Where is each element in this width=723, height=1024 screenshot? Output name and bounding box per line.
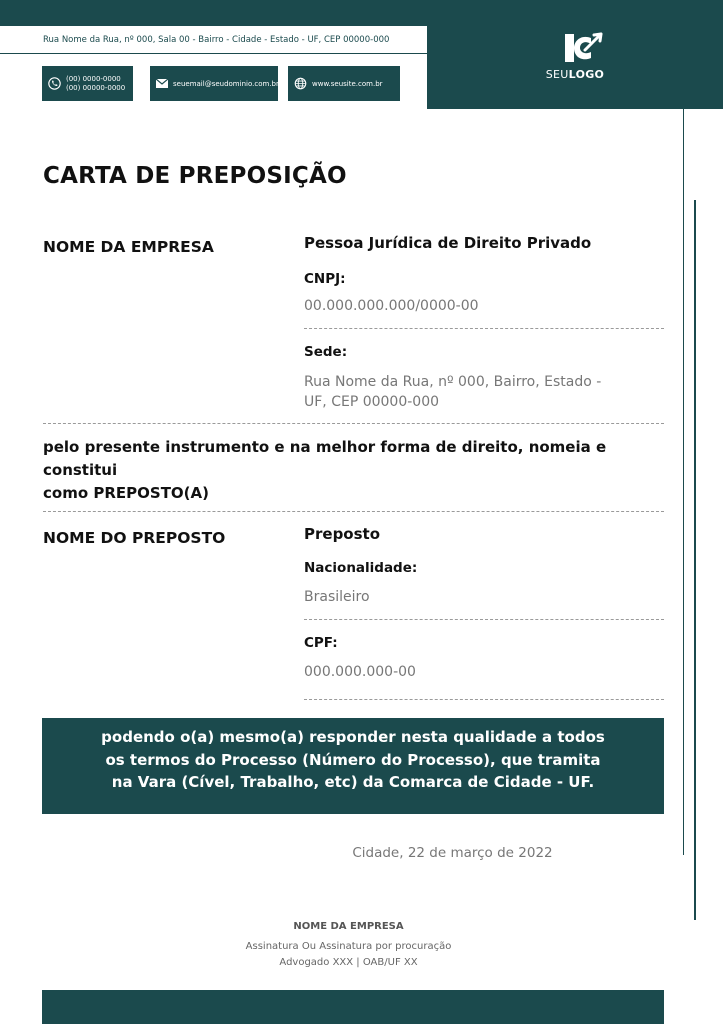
preposto-role: Preposto xyxy=(304,525,381,543)
intro-line-2: como PREPOSTO(A) xyxy=(43,484,209,502)
header-divider xyxy=(0,53,427,54)
banner-line-1: podendo o(a) mesmo(a) responder nesta qualidade a todos xyxy=(101,728,605,746)
email-link[interactable]: seuemail@seudominio.com.br xyxy=(173,79,279,88)
phone-number-2[interactable]: (00) 00000-0000 xyxy=(66,83,126,92)
side-rule xyxy=(683,109,684,855)
sede-value xyxy=(304,372,601,412)
globe-icon xyxy=(294,77,307,90)
side-rule-accent xyxy=(694,200,696,920)
logo-block xyxy=(427,0,723,109)
footer-bar xyxy=(42,990,664,1024)
company-type: Pessoa Jurídica de Direito Privado xyxy=(304,234,592,252)
sede-line-1: Rua Nome da Rua, nº 000, Bairro, Estado - xyxy=(304,374,602,390)
preposto-name-label: NOME DO PREPOSTO xyxy=(43,529,226,547)
document-date: Cidade, 22 de março de 2022 xyxy=(352,845,553,861)
mail-icon xyxy=(156,79,168,88)
cpf-label: CPF: xyxy=(304,635,338,651)
banner-line-3: na Vara (Cível, Trabalho, etc) da Comarca de Cidade - UF. xyxy=(111,773,595,791)
website-link[interactable]: www.seusite.com.br xyxy=(312,79,383,88)
cpf-value: 000.000.000-00 xyxy=(304,664,416,680)
cnpj-value: 00.000.000.000/0000-00 xyxy=(304,298,479,314)
company-name-label: NOME DA EMPRESA xyxy=(43,238,214,256)
divider xyxy=(304,699,664,700)
contact-phone xyxy=(42,66,133,101)
cnpj-label: CNPJ: xyxy=(304,271,346,287)
signature-line-2: Advogado XXX | OAB/UF XX xyxy=(279,957,418,968)
contact-website xyxy=(288,66,400,101)
phone-number-1[interactable]: (00) 0000-0000 xyxy=(66,74,121,83)
logo-icon xyxy=(561,30,605,66)
intro-line-1: pelo presente instrumento e na melhor forma de direito, nomeia e constitui xyxy=(43,438,607,479)
divider xyxy=(43,511,664,512)
signature-company: NOME DA EMPRESA xyxy=(293,921,404,932)
signature-line-1: Assinatura Ou Assinatura por procuração xyxy=(245,941,452,952)
logo-text: SEULOGO xyxy=(545,68,605,81)
sede-label: Sede: xyxy=(304,344,348,360)
page-title: CARTA DE PREPOSIÇÃO xyxy=(43,163,347,189)
divider xyxy=(43,423,664,424)
divider xyxy=(304,328,664,329)
banner-line-2: os termos do Processo (Número do Processo), que tramita xyxy=(105,750,601,769)
process-banner xyxy=(42,718,664,814)
sede-line-2: UF, CEP 00000-000 xyxy=(304,394,440,410)
divider xyxy=(304,619,664,620)
phone-icon xyxy=(48,77,61,90)
nationality-value: Brasileiro xyxy=(304,589,370,605)
nationality-label: Nacionalidade: xyxy=(304,560,418,576)
contact-email xyxy=(150,66,278,101)
intro-text xyxy=(43,436,668,505)
header-address: Rua Nome da Rua, nº 000, Sala 00 - Bairro - Cidade - Estado - UF, CEP 00000-000 xyxy=(43,35,390,45)
